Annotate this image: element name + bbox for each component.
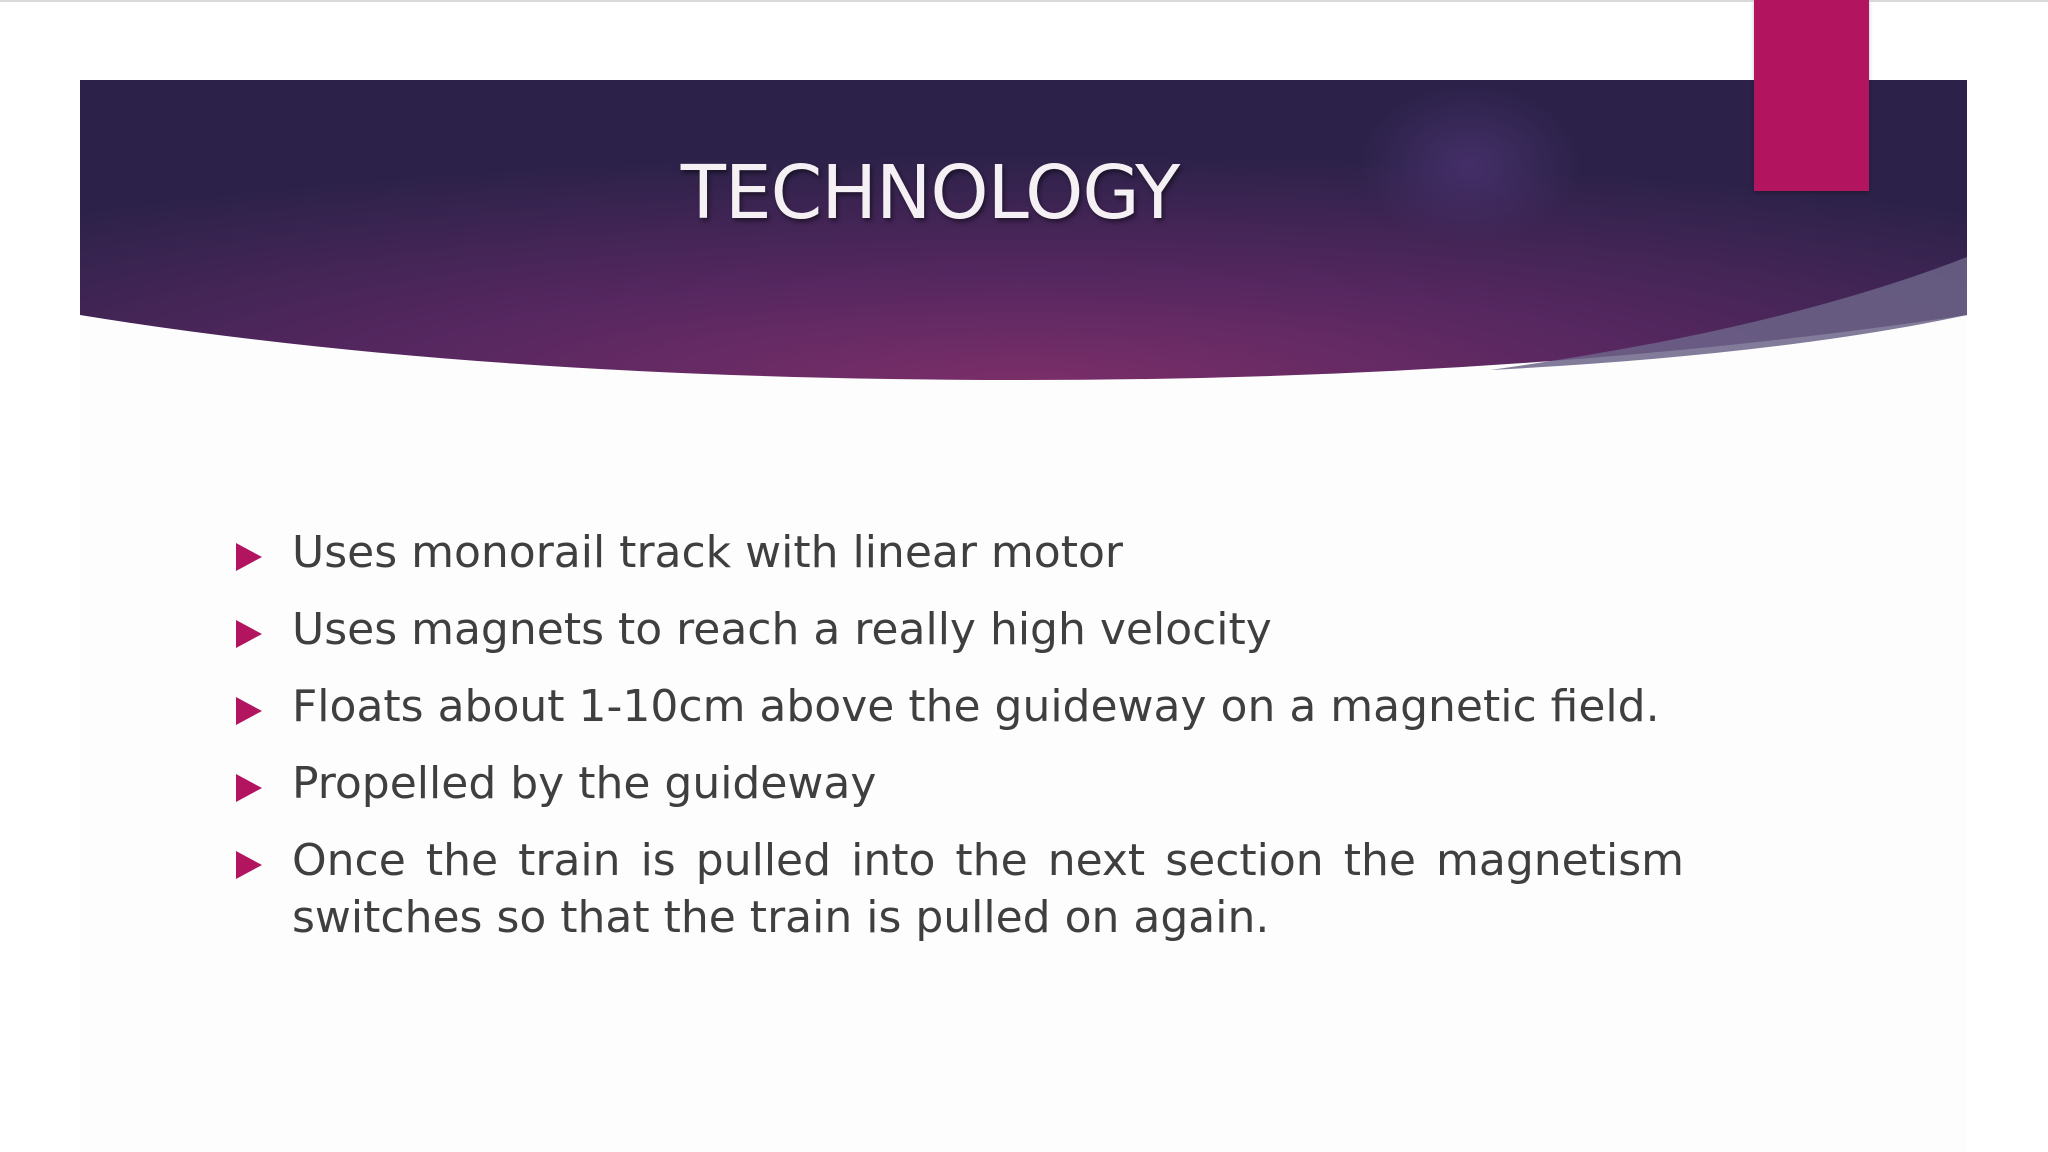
list-item	[232, 832, 1684, 946]
bullet-text: Uses monorail track with linear motor	[292, 527, 1123, 578]
list-item	[232, 601, 1684, 658]
bullet-text: Uses magnets to reach a really high velocity	[292, 604, 1272, 655]
list-item	[232, 524, 1684, 581]
bullet-list	[232, 524, 1684, 966]
bullet-text: Propelled by the guideway	[292, 758, 877, 809]
top-border-line	[0, 0, 2048, 2]
triangle-right-icon	[236, 851, 262, 879]
triangle-right-icon	[236, 620, 262, 648]
slide-title: TECHNOLOGY	[680, 150, 1180, 236]
triangle-right-icon	[236, 697, 262, 725]
triangle-right-icon	[236, 774, 262, 802]
bullet-text: Floats about 1-10cm above the guideway on a magnetic field.	[292, 681, 1660, 732]
list-item	[232, 678, 1684, 735]
triangle-right-icon	[236, 543, 262, 571]
bullet-text: Once the train is pulled into the next section the magnetism switches so that the train is pulled on again.	[292, 835, 1684, 943]
list-item	[232, 755, 1684, 812]
